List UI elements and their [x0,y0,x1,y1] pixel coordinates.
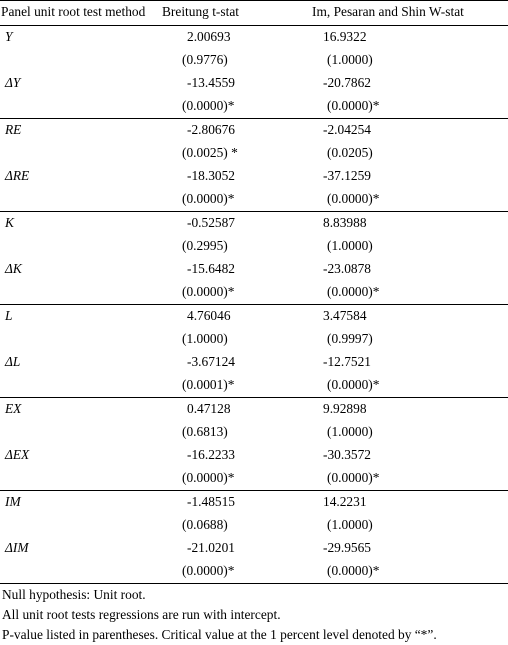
variable-label: RE [5,122,22,137]
breitung-cell: (0.0025) * [182,145,238,160]
breitung-cell: -16.2233 [187,447,235,462]
ips-cell: (1.0000) [327,517,373,532]
pvalue-row [0,328,508,351]
ips-cell: 16.9322 [323,29,367,44]
statistic-row [0,444,508,467]
pvalue-row [0,188,508,211]
variable-label: K [5,215,14,230]
breitung-cell: (0.0000)* [182,284,235,299]
pvalue-row [0,560,508,583]
variable-label: ΔIM [5,540,29,555]
ips-cell: -20.7862 [323,75,371,90]
breitung-cell: 4.76046 [187,308,231,323]
ips-cell: (0.0000)* [327,563,380,578]
header-breitung: Breitung t-stat [162,4,239,19]
pvalue-row [0,95,508,118]
breitung-cell: -21.0201 [187,540,235,555]
variable-label: L [5,308,13,323]
ips-cell: (1.0000) [327,52,373,67]
breitung-cell: (0.2995) [182,238,228,253]
breitung-cell: (0.0000)* [182,98,235,113]
breitung-cell: (1.0000) [182,331,228,346]
variable-label: ΔK [5,261,22,276]
breitung-cell: (0.0688) [182,517,228,532]
variable-group [0,212,508,305]
variable-group [0,398,508,491]
statistic-row [0,305,508,328]
variable-group [0,119,508,212]
header-method: Panel unit root test method [1,4,146,19]
ips-cell: -12.7521 [323,354,371,369]
ips-cell: 9.92898 [323,401,367,416]
note-null-hypothesis: Null hypothesis: Unit root. [2,587,146,602]
ips-cell: (0.0205) [327,145,373,160]
pvalue-row [0,467,508,490]
ips-cell: 14.2231 [323,494,367,509]
variable-label: ΔEX [5,447,30,462]
variable-label: EX [5,401,22,416]
breitung-cell: -0.52587 [187,215,235,230]
ips-cell: 8.83988 [323,215,367,230]
variable-label: Y [5,29,13,44]
breitung-cell: (0.9776) [182,52,228,67]
breitung-cell: 2.00693 [187,29,231,44]
breitung-cell: (0.0000)* [182,563,235,578]
breitung-cell: (0.0001)* [182,377,235,392]
breitung-cell: -15.6482 [187,261,235,276]
ips-cell: (0.0000)* [327,470,380,485]
note-pvalue: P-value listed in parentheses. Critical value at the 1 percent level denoted by “*”. [2,627,437,642]
pvalue-row [0,374,508,397]
pvalue-row [0,281,508,304]
breitung-cell: -3.67124 [187,354,235,369]
pvalue-row [0,514,508,537]
variable-label: IM [5,494,21,509]
table-notes [0,584,508,645]
header-ips: Im, Pesaran and Shin W-stat [312,4,464,19]
breitung-cell: (0.6813) [182,424,228,439]
ips-cell: -37.1259 [323,168,371,183]
breitung-cell: (0.0000)* [182,191,235,206]
ips-cell: (1.0000) [327,424,373,439]
table-header [0,0,508,26]
ips-cell: (0.0000)* [327,191,380,206]
breitung-cell: -13.4559 [187,75,235,90]
statistic-row [0,119,508,142]
statistic-row [0,491,508,514]
breitung-cell: (0.0000)* [182,470,235,485]
ips-cell: -2.04254 [323,122,371,137]
ips-cell: (0.9997) [327,331,373,346]
statistic-row [0,537,508,560]
variable-group [0,305,508,398]
breitung-cell: 0.47128 [187,401,231,416]
note-intercept: All unit root tests regressions are run with intercept. [2,607,281,622]
statistic-row [0,351,508,374]
statistic-row [0,212,508,235]
statistic-row [0,72,508,95]
table-body [0,26,508,584]
variable-group [0,26,508,119]
breitung-cell: -18.3052 [187,168,235,183]
ips-cell: (0.0000)* [327,377,380,392]
variable-label: ΔL [5,354,21,369]
statistic-row [0,258,508,281]
ips-cell: -23.0878 [323,261,371,276]
variable-label: ΔY [5,75,21,90]
ips-cell: (0.0000)* [327,284,380,299]
ips-cell: (0.0000)* [327,98,380,113]
ips-cell: (1.0000) [327,238,373,253]
ips-cell: -30.3572 [323,447,371,462]
pvalue-row [0,235,508,258]
breitung-cell: -1.48515 [187,494,235,509]
pvalue-row [0,49,508,72]
statistic-row [0,165,508,188]
breitung-cell: -2.80676 [187,122,235,137]
pvalue-row [0,142,508,165]
pvalue-row [0,421,508,444]
variable-group [0,491,508,584]
ips-cell: 3.47584 [323,308,367,323]
statistic-row [0,26,508,49]
ips-cell: -29.9565 [323,540,371,555]
variable-label: ΔRE [5,168,30,183]
statistic-row [0,398,508,421]
